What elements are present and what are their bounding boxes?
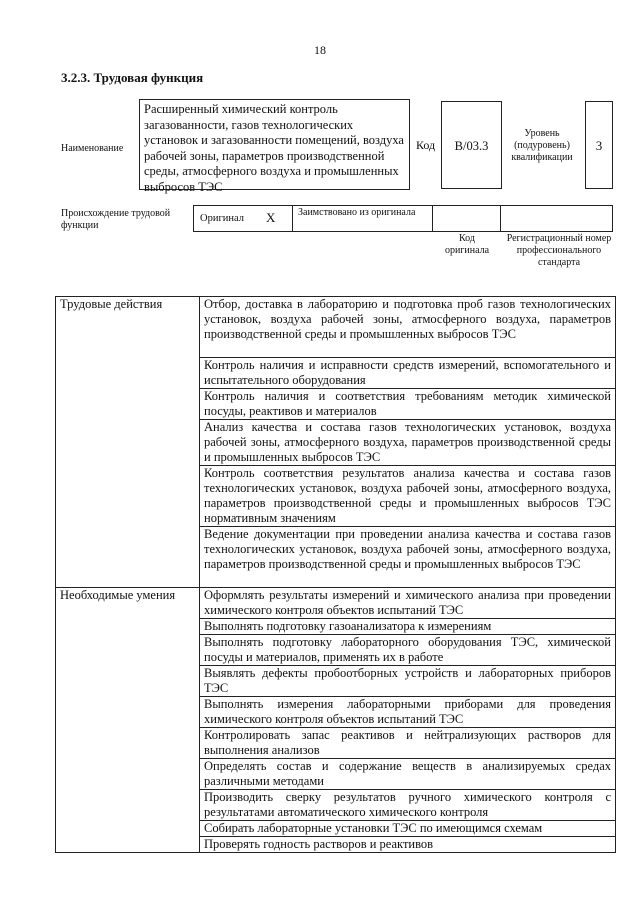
divider — [292, 205, 293, 232]
labor-action-item: Контроль соответствия результатов анализа качества и состава газов технологических установок, воздуха рабочей зоны, атмосферного воздуха, параметров производственной среды и промышленных выбросов ТЭС нормативным значениям — [200, 466, 616, 527]
skill-item: Производить сверку результатов ручного химического контроля с результатами автоматического химического контроля — [200, 790, 616, 821]
code-value: B/03.3 — [441, 101, 502, 189]
required-skills-label: Необходимые умения — [56, 588, 200, 619]
labor-action-item: Контроль наличия и соответствия требованиям методик химической посуды, реактивов и материалов — [200, 389, 616, 420]
labor-action-item: Отбор, доставка в лабораторию и подготовка проб газов технологических установок, воздуха рабочей зоны, атмосферного воздуха, параметров производственной среды и промышленных выбросов ТЭС — [200, 297, 616, 358]
table-row — [56, 759, 616, 790]
skill-item: Контролировать запас реактивов и нейтрализующих растворов для выполнения анализов — [200, 728, 616, 759]
table-row — [56, 666, 616, 697]
function-name: Расширенный химический контроль загазованности, газов технологических установок и загазованности помещений, воздуха рабочей зоны, параметров производственной среды, атмосферного воздуха и промышленных выбросов ТЭС — [144, 102, 404, 194]
labor-actions-label: Трудовые действия — [56, 297, 200, 358]
original-label: Оригинал — [200, 213, 244, 224]
table-row — [56, 358, 616, 389]
skill-item: Собирать лабораторные установки ТЭС по имеющимся схемам — [200, 821, 616, 837]
divider — [500, 205, 501, 232]
table-row — [56, 635, 616, 666]
skill-item: Оформлять результаты измерений и химического анализа при проведении химического контроля объектов испытаний ТЭС — [200, 588, 616, 619]
table-row — [56, 466, 616, 527]
functions-table — [55, 296, 616, 853]
labor-action-item: Анализ качества и состава газов технологических установок, воздуха рабочей зоны, атмосферного воздуха, параметров производственной среды и промышленных выбросов ТЭС — [200, 420, 616, 466]
level-label: Уровень (подуровень) квалификации — [511, 128, 573, 163]
section-title: 3.2.3. Трудовая функция — [61, 70, 204, 85]
code-original-caption: Код оригинала — [444, 233, 490, 256]
table-row — [56, 821, 616, 837]
table-row — [56, 790, 616, 821]
level-value: 3 — [585, 101, 613, 189]
table-row — [56, 728, 616, 759]
table-row — [56, 837, 616, 853]
function-name-box — [139, 99, 410, 194]
table-row — [56, 619, 616, 635]
table-row — [56, 389, 616, 420]
table-row — [56, 588, 616, 619]
labor-action-item: Ведение документации при проведении анализа качества и состава газов технологических установок, воздуха рабочей зоны, атмосферного воздуха, параметров производственной среды и промышленных выбросов ТЭС — [200, 527, 616, 588]
table-row — [56, 420, 616, 466]
reg-number-caption: Регистрационный номер профессионального стандарта — [506, 233, 612, 268]
divider — [432, 205, 433, 232]
original-mark: X — [266, 210, 276, 225]
labor-action-item: Контроль наличия и исправности средств измерений, вспомогательного и испытательного оборудования — [200, 358, 616, 389]
table-row — [56, 527, 616, 588]
borrowed-label: Заимствовано из оригинала — [298, 207, 416, 218]
skill-item: Выполнять измерения лабораторными приборами для проведения химического контроля объектов испытаний ТЭС — [200, 697, 616, 728]
skill-item: Выявлять дефекты пробоотборных устройств и лабораторных приборов ТЭС — [200, 666, 616, 697]
page-number: 18 — [314, 43, 326, 57]
table-row — [56, 697, 616, 728]
skill-item: Выполнять подготовку газоанализатора к измерениям — [200, 619, 616, 635]
skill-item: Проверять годность растворов и реактивов — [200, 837, 616, 853]
name-label: Наименование — [61, 143, 124, 154]
table-row — [56, 297, 616, 358]
skill-item: Выполнять подготовку лабораторного оборудования ТЭС, химической посуды и материалов, применять их в работе — [200, 635, 616, 666]
skill-item: Определять состав и содержание веществ в анализируемых средах различными методами — [200, 759, 616, 790]
origin-label: Происхождение трудовой функции — [61, 208, 171, 231]
code-label: Код — [416, 138, 436, 152]
